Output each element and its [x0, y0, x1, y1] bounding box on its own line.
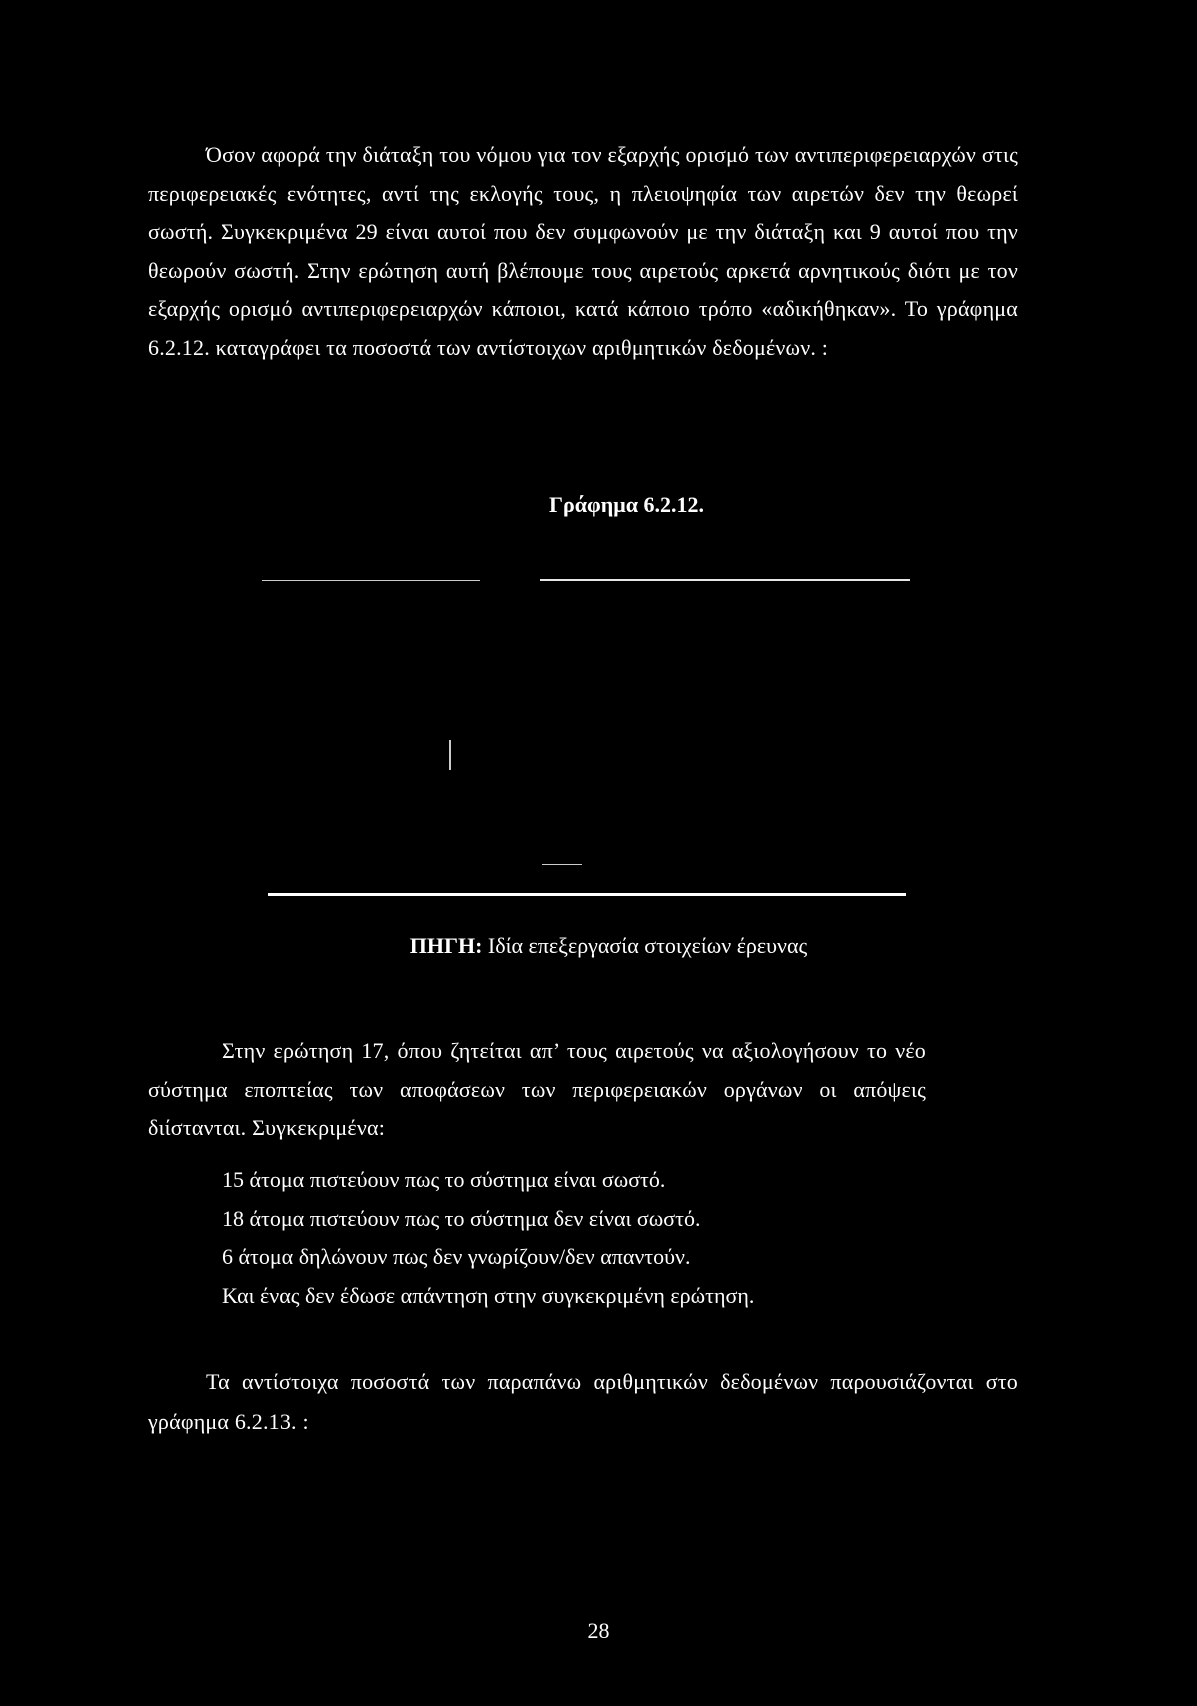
paragraph-intro: Όσον αφορά την διάταξη του νόμου για τον εξαρχής ορισμό των αντιπεριφερειαρχών στις περιφερειακές ενότητες, αντί της εκλογής τους, η πλειοψηφία των αιρετών δεν την θεωρεί σωστή. Συγκεκριμένα 29 είναι αυτοί που δεν συμφωνούν με την διάταξη και 9 αυτοί που την θεωρούν σωστή. Στην ερώτηση αυτή βλέπουμε τους αιρετούς αρκετά αρνητικούς διότι με τον εξαρχής ορισμό αντιπεριφερειαρχών κάποιοι, κατά κάποιο τρόπο «αδικήθηκαν». Το γράφημα 6.2.12. καταγράφει τα ποσοστά των αντίστοιχων αριθμητικών δεδομένων. : [148, 142, 1018, 360]
response-list [222, 1161, 754, 1315]
list-item: Και ένας δεν έδωσε απάντηση στην συγκεκριμένη ερώτηση. [222, 1282, 755, 1308]
paragraph-question-17: Στην ερώτηση 17, όπου ζητείται απ’ τους αιρετούς να αξιολογήσουν το νέο σύστημα εποπτείας των αποφάσεων των περιφερειακών οργάνων οι απόψεις διίστανται. Συγκεκριμένα: [148, 1038, 926, 1140]
source-text: Ιδία επεξεργασία στοιχείων έρευνας [487, 933, 808, 958]
chart-top-rule-left [262, 580, 480, 581]
list-item: 15 άτομα πιστεύουν πως το σύστημα είναι σωστό. [222, 1167, 666, 1192]
figure-source [0, 933, 1197, 959]
paragraph-percentages: Τα αντίστοιχα ποσοστά των παραπάνω αριθμητικών δεδομένων παρουσιάζονται στο γράφημα 6.2.13. : [148, 1369, 1018, 1434]
list-item: 18 άτομα πιστεύουν πως το σύστημα δεν είναι σωστό. [222, 1205, 701, 1231]
list-item: 6 άτομα δηλώνουν πως δεν γνωρίζουν/δεν απαντούν. [222, 1244, 691, 1269]
source-label: ΠΗΓΗ: [409, 933, 483, 958]
chart-top-rule-right [540, 579, 910, 581]
page-number [0, 1618, 1197, 1644]
chart-short-rule [542, 864, 582, 865]
chart-axis-tick [449, 740, 451, 770]
figure-title-text: Γράφημα 6.2.12. [548, 492, 705, 517]
figure-title [0, 492, 1197, 518]
chart-bottom-rule [268, 893, 906, 896]
page-number-text: 28 [587, 1618, 610, 1643]
